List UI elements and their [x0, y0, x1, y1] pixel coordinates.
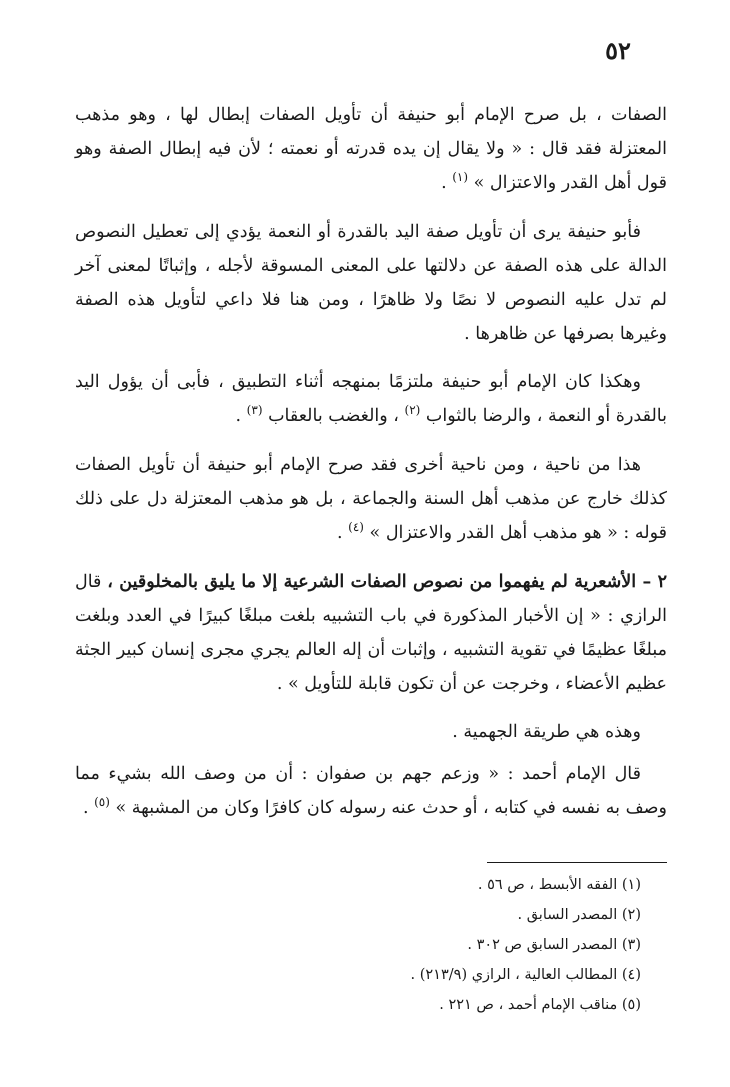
paragraph-5-text: قال الرازي : « إن الأخبار المذكورة في باب التشبيه بلغت مبلغًا كبيرًا في العدد وبلغت مبلغًا عظيمًا في تقوية التشبيه ، وإثبات أن إله العالم يجري مجرى إنسان كبير الجثة عظيم الأعضاء ، وخرجت عن أن تكون قابلة للتأويل » .	[75, 572, 667, 694]
paragraph-1-text: الصفات ، بل صرح الإمام أبو حنيفة أن تأويل الصفات إبطال لها ، وهو مذهب المعتزلة فقد قال : « ولا يقال إن يده قدرته أو نعمته ؛ لأن فيه إبطال الصفة وهو قول أهل القدر والاعتزال »	[75, 105, 667, 193]
paragraph-1: الصفات ، بل صرح الإمام أبو حنيفة أن تأويل الصفات إبطال لها ، وهو مذهب المعتزلة فقد قال : « ولا يقال إن يده قدرته أو نعمته ؛ لأن فيه إبطال الصفة وهو قول أهل القدر والاعتزال » $^{(١)}$ .	[75, 105, 667, 193]
paragraph-4: هذا من ناحية ، ومن ناحية أخرى فقد صرح الإمام أبو حنيفة أن تأويل الصفات كذلك خارج عن مذهب أهل السنة والجماعة ، بل هو مذهب المعتزلة دل على ذلك قوله : « هو مذهب أهل القدر والاعتزال » $^{(٤)}$ .	[75, 455, 667, 543]
footnote-divider	[487, 862, 667, 863]
paragraph-7-text: قال الإمام أحمد : « وزعم جهم بن صفوان : أن من وصف الله بشيء مما وصف به نفسه في كتابه ، أو حدث عنه رسوله كان كافرًا وكان من المشبهة »	[75, 764, 667, 818]
paragraph-3-tail: ، والغضب بالعقاب	[268, 406, 399, 426]
paragraph-6-text: وهذه هي طريقة الجهمية .	[452, 722, 641, 742]
point-heading: ٢ – الأشعرية لم يفهموا من نصوص الصفات الشرعية إلا ما يليق بالمخلوقين ،	[107, 572, 667, 592]
footnote-marker-2: (٢)	[404, 403, 421, 417]
footnotes	[75, 870, 665, 1020]
paragraph-5	[75, 565, 667, 701]
footnote-marker-4: (٤)	[348, 520, 364, 534]
footnote-2: (٢) المصدر السابق .	[517, 907, 641, 923]
footnote-1: (١) الفقه الأبسط ، ص ٥٦ .	[477, 877, 641, 893]
footnote-4: (٤) المطالب العالية ، الرازي (٢١٣/٩) .	[410, 967, 641, 983]
page-number: ٥٢	[605, 36, 631, 65]
footnote-5: (٥) مناقب الإمام أحمد ، ص ٢٢١ .	[439, 997, 641, 1013]
body-text	[75, 98, 667, 840]
footnote-3: (٣) المصدر السابق ص ٣٠٢ .	[467, 937, 641, 953]
footnote-marker-5: (٥)	[94, 795, 110, 809]
paragraph-6	[75, 715, 667, 749]
footnote-marker-1: (١)	[452, 170, 469, 184]
paragraph-7: قال الإمام أحمد : « وزعم جهم بن صفوان : أن من وصف الله بشيء مما وصف به نفسه في كتابه ، أو حدث عنه رسوله كان كافرًا وكان من المشبهة » $^{(٥)}$ .	[75, 764, 667, 818]
paragraph-4-text: هذا من ناحية ، ومن ناحية أخرى فقد صرح الإمام أبو حنيفة أن تأويل الصفات كذلك خارج عن مذهب أهل السنة والجماعة ، بل هو مذهب المعتزلة دل على ذلك قوله : « هو مذهب أهل القدر والاعتزال »	[75, 455, 667, 543]
paragraph-3: وهكذا كان الإمام أبو حنيفة ملتزمًا بمنهجه أثناء التطبيق ، فأبى أن يؤول اليد بالقدرة أو النعمة ، والرضا بالثواب $^{(٢)}$ ، والغضب بالعقاب $^{(٣)}$ .	[75, 372, 667, 426]
footnote-marker-3: (٣)	[246, 403, 263, 417]
paragraph-2-text: فأبو حنيفة يرى أن تأويل صفة اليد بالقدرة أو النعمة يؤدي إلى تعطيل النصوص الدالة على هذه الصفة عن دلالتها على المعنى المسوقة لأجله ، وإثباتًا لمعنى آخر لم تدل عليه النصوص لا نصًا ولا ظاهرًا ، ومن هنا فلا داعي لتأويل هذه الصفة وغيرها بصرفها عن ظاهرها .	[75, 222, 667, 344]
paragraph-3-text: وهكذا كان الإمام أبو حنيفة ملتزمًا بمنهجه أثناء التطبيق ، فأبى أن يؤول اليد بالقدرة أو النعمة ، والرضا بالثواب	[75, 372, 667, 426]
paragraph-2	[75, 215, 667, 351]
